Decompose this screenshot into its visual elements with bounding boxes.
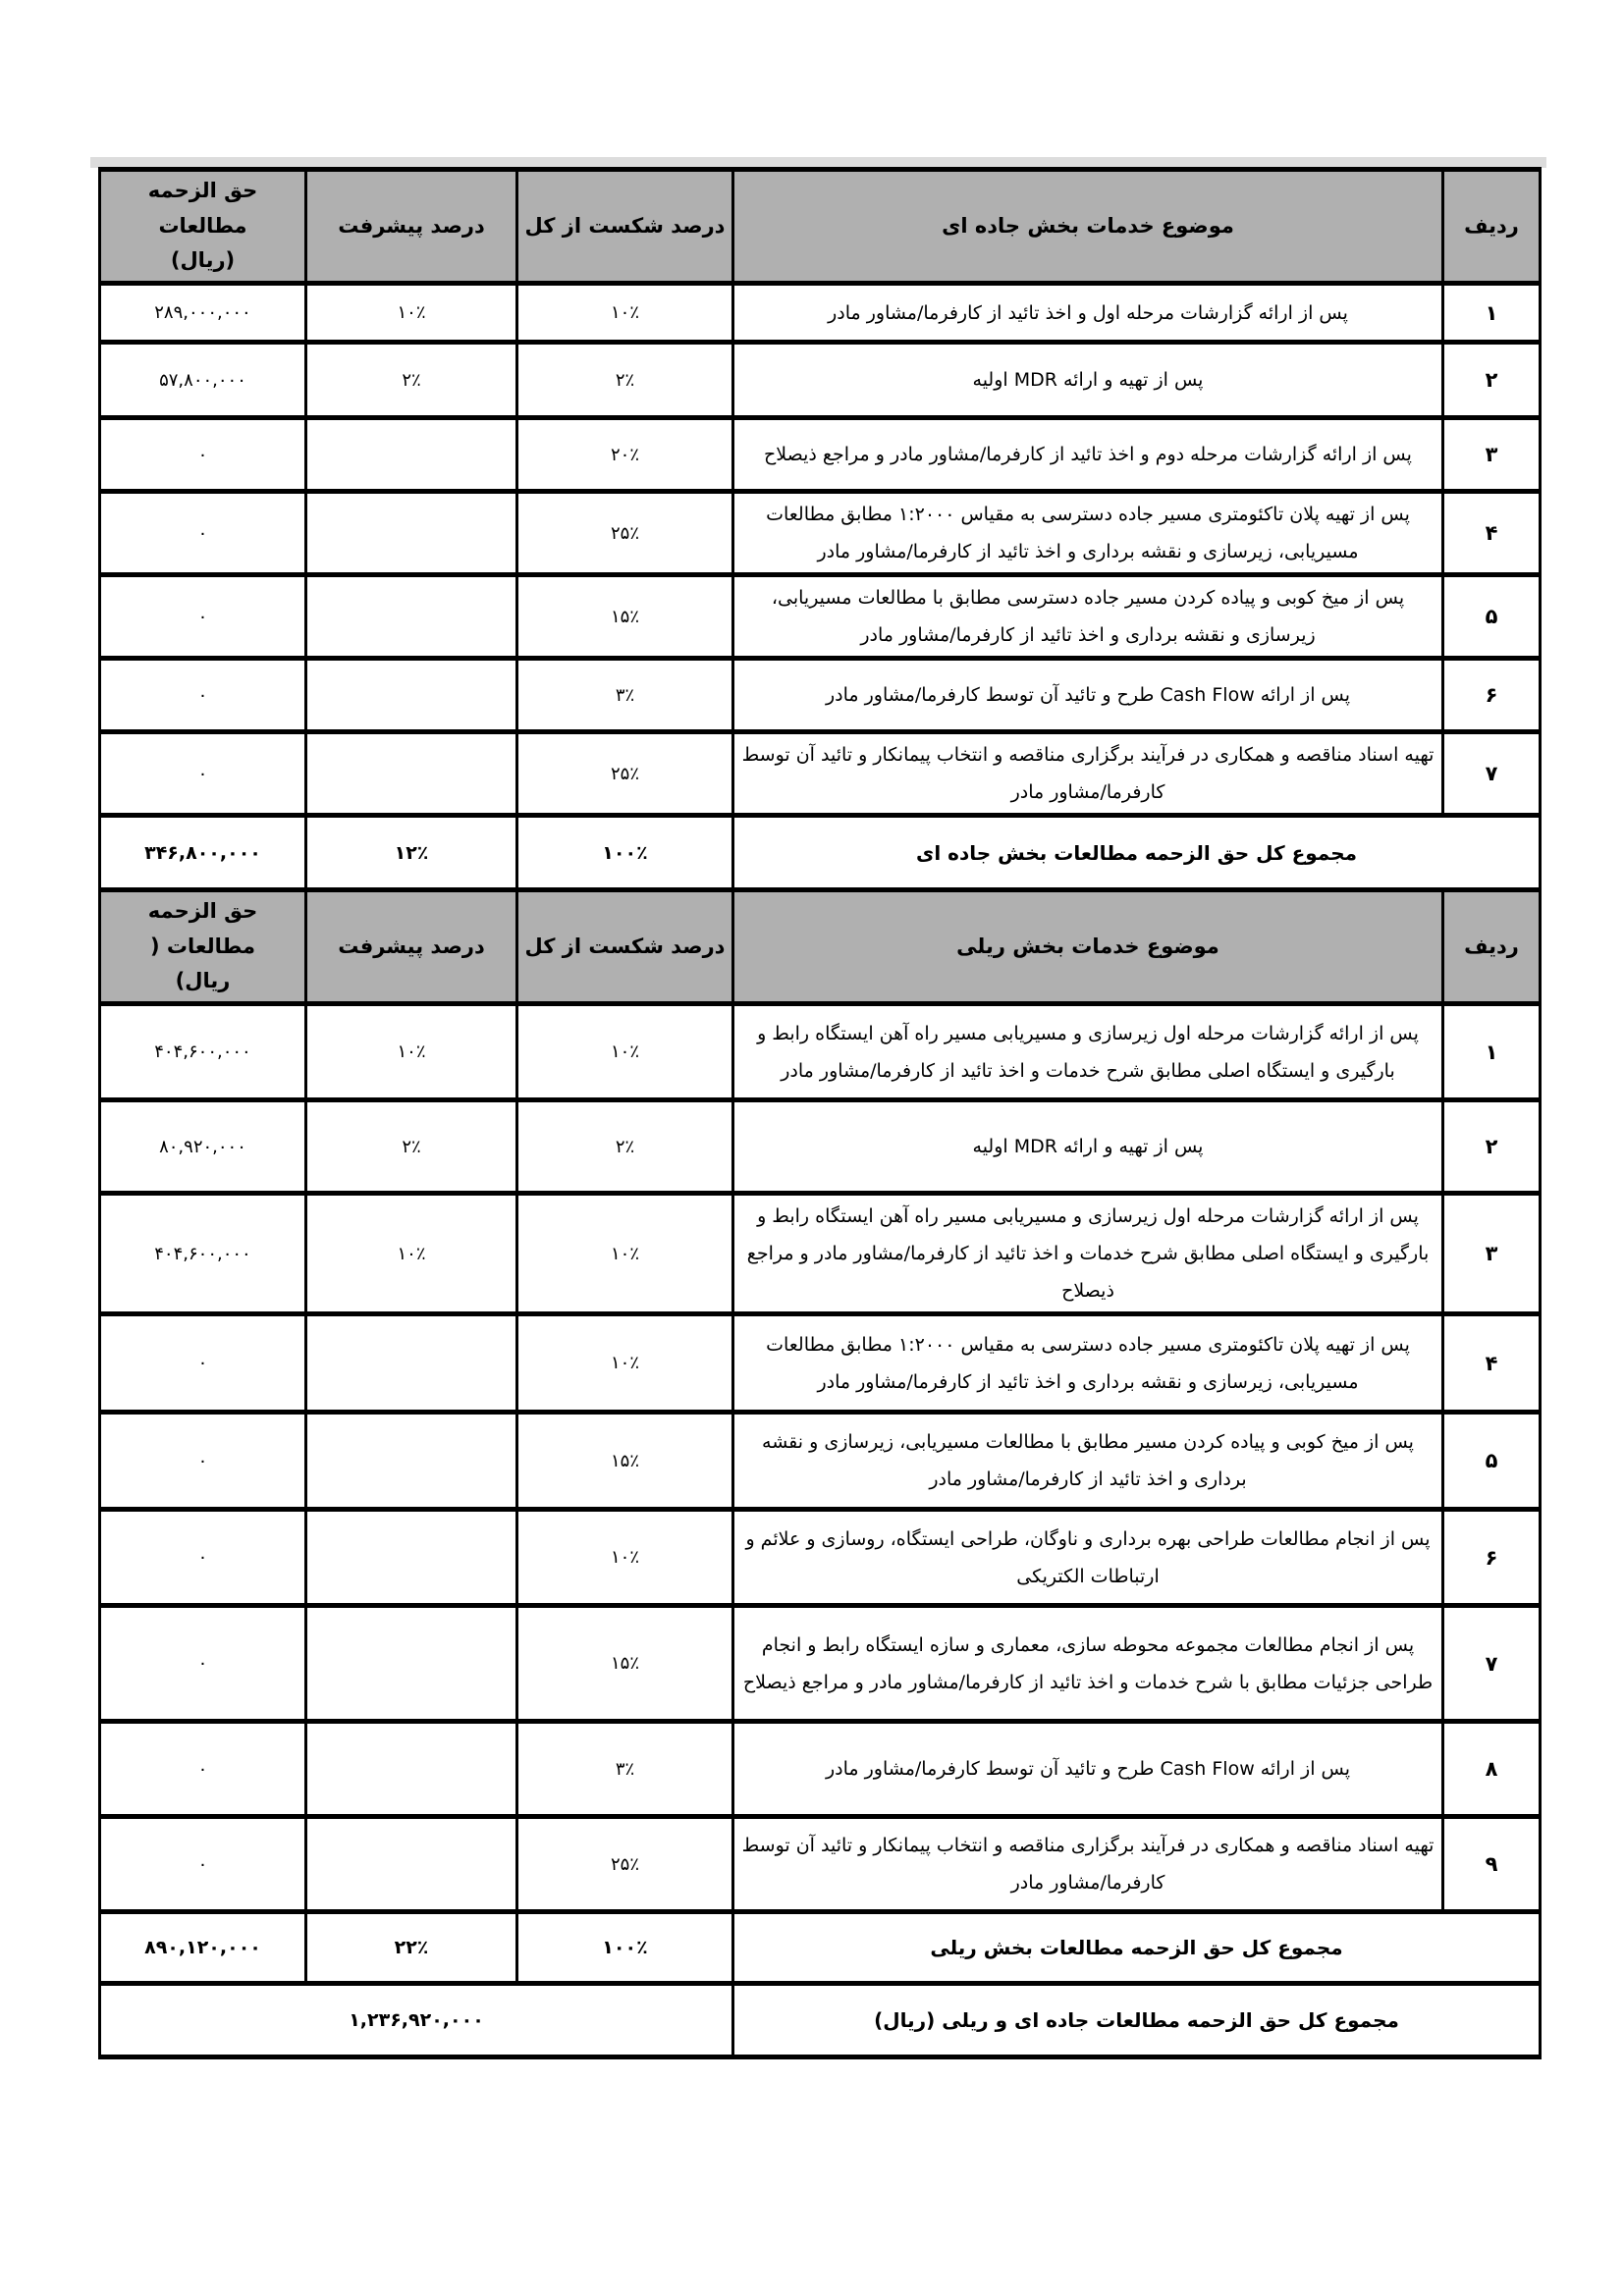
- progress-percent-cell: [306, 732, 517, 816]
- fee-cell: ۲۸۹,۰۰۰,۰۰۰: [100, 284, 306, 343]
- row-number-cell: ۹: [1443, 1817, 1541, 1912]
- subject-cell: پس از انجام مطالعات مجموعه محوطه سازی، معماری و سازه ایستگاه رابط و انجام طراحی جزئیات مطابق با شرح خدمات و اخذ تائید از کارفرما/مشاور مادر و مراجع ذیصلاح: [733, 1606, 1443, 1722]
- progress-percent-cell: ۱۰٪: [306, 284, 517, 343]
- road-row-3: [100, 418, 1541, 492]
- progress-percent-cell: [306, 1510, 517, 1606]
- rail-row-1: [100, 1004, 1541, 1100]
- rail-total-label: مجموع کل حق الزحمه مطالعات بخش ریلی: [733, 1912, 1541, 1984]
- row-number-cell: ۶: [1443, 659, 1541, 732]
- rail-header-subject: موضوع خدمات بخش ریلی: [733, 890, 1443, 1004]
- road-header-radif: ردیف: [1443, 170, 1541, 284]
- fee-schedule-table: [98, 167, 1542, 2059]
- subject-cell: پس از ارائه گزارشات مرحله اول زیرسازی و مسیریابی مسیر راه آهن ایستگاه رابط و بارگیری و ایستگاه اصلی مطابق شرح خدمات و اخذ تائید از کارفرما/مشاور مادر: [733, 1004, 1443, 1100]
- road-row-4: [100, 492, 1541, 575]
- rail-total-row: [100, 1912, 1541, 1984]
- row-number-cell: ۵: [1443, 575, 1541, 659]
- rail-row-4: [100, 1314, 1541, 1413]
- row-number-cell: ۷: [1443, 1606, 1541, 1722]
- rail-header-breakdown: درصد شکست از کل: [517, 890, 733, 1004]
- fee-cell: ۵۷,۸۰۰,۰۰۰: [100, 343, 306, 418]
- fee-cell: ۰: [100, 732, 306, 816]
- breakdown-percent-cell: ۲٪: [517, 1100, 733, 1194]
- fee-cell: ۴۰۴,۶۰۰,۰۰۰: [100, 1004, 306, 1100]
- subject-cell: پس از تهیه و ارائه MDR اولیه: [733, 343, 1443, 418]
- progress-percent-cell: [306, 492, 517, 575]
- road-header-row: [100, 170, 1541, 284]
- progress-percent-cell: ۲٪: [306, 1100, 517, 1194]
- breakdown-percent-cell: ۱۵٪: [517, 1413, 733, 1510]
- fee-cell: ۸۰,۹۲۰,۰۰۰: [100, 1100, 306, 1194]
- rail-row-3: [100, 1194, 1541, 1314]
- road-header-fee-line1: حق الزحمه مطالعات: [147, 179, 258, 238]
- road-row-6: [100, 659, 1541, 732]
- subject-cell: پس از ارائه گزارشات مرحله دوم و اخذ تائید از کارفرما/مشاور مادر و مراجع ذیصلاح: [733, 418, 1443, 492]
- row-number-cell: ۵: [1443, 1413, 1541, 1510]
- progress-percent-cell: ۱۰٪: [306, 1004, 517, 1100]
- road-row-2: [100, 343, 1541, 418]
- fee-cell: ۰: [100, 1817, 306, 1912]
- row-number-cell: ۸: [1443, 1722, 1541, 1817]
- rail-row-9: [100, 1817, 1541, 1912]
- row-number-cell: ۳: [1443, 418, 1541, 492]
- fee-cell: ۴۰۴,۶۰۰,۰۰۰: [100, 1194, 306, 1314]
- breakdown-percent-cell: ۲٪: [517, 343, 733, 418]
- fee-cell: ۰: [100, 1314, 306, 1413]
- row-number-cell: ۴: [1443, 492, 1541, 575]
- progress-percent-cell: ۱۰٪: [306, 1194, 517, 1314]
- subject-cell: پس از ارائه Cash Flow طرح و تائید آن توسط کارفرما/مشاور مادر: [733, 659, 1443, 732]
- subject-cell: پس از ارائه گزارشات مرحله اول زیرسازی و مسیریابی مسیر راه آهن ایستگاه رابط و بارگیری و ایستگاه اصلی مطابق شرح خدمات و اخذ تائید از کارفرما/مشاور مادر و مراجع ذیصلاح: [733, 1194, 1443, 1314]
- row-number-cell: ۴: [1443, 1314, 1541, 1413]
- fee-cell: ۰: [100, 1606, 306, 1722]
- subject-cell: پس از تهیه پلان تاکئومتری مسیر جاده دسترسی به مقیاس ۱:۲۰۰۰ مطابق مطالعات مسیریابی، زیرسازی و نقشه برداری و اخذ تائید از کارفرما/مشاور مادر: [733, 492, 1443, 575]
- rail-header-fee: [100, 890, 306, 1004]
- grand-total-label: مجموع کل حق الزحمه مطالعات جاده ای و ریلی (ریال): [733, 1984, 1541, 2057]
- rail-header-fee-line1: حق الزحمه مطالعات (: [147, 899, 258, 958]
- breakdown-percent-cell: ۱۵٪: [517, 575, 733, 659]
- breakdown-percent-cell: ۱۰٪: [517, 1510, 733, 1606]
- rail-total-fee: ۸۹۰,۱۲۰,۰۰۰: [100, 1912, 306, 1984]
- road-header-fee: [100, 170, 306, 284]
- progress-percent-cell: ۲٪: [306, 343, 517, 418]
- rail-header-radif: ردیف: [1443, 890, 1541, 1004]
- fee-cell: ۰: [100, 1722, 306, 1817]
- row-number-cell: ۲: [1443, 1100, 1541, 1194]
- progress-percent-cell: [306, 1722, 517, 1817]
- row-number-cell: ۳: [1443, 1194, 1541, 1314]
- breakdown-percent-cell: ۲۵٪: [517, 492, 733, 575]
- subject-cell: پس از انجام مطالعات طراحی بهره برداری و ناوگان، طراحی ایستگاه، روسازی و علائم و ارتباطات الکتریکی: [733, 1510, 1443, 1606]
- rail-total-breakdown: ۱۰۰٪: [517, 1912, 733, 1984]
- breakdown-percent-cell: ۱۰٪: [517, 1194, 733, 1314]
- road-row-1: [100, 284, 1541, 343]
- road-header-breakdown: درصد شکست از کل: [517, 170, 733, 284]
- subject-cell: پس از تهیه و ارائه MDR اولیه: [733, 1100, 1443, 1194]
- grand-total-value: ۱,۲۳۶,۹۲۰,۰۰۰: [100, 1984, 733, 2057]
- road-total-label: مجموع کل حق الزحمه مطالعات بخش جاده ای: [733, 816, 1541, 890]
- rail-row-6: [100, 1510, 1541, 1606]
- rail-row-2: [100, 1100, 1541, 1194]
- rail-header-row: [100, 890, 1541, 1004]
- subject-cell: پس از ارائه Cash Flow طرح و تائید آن توسط کارفرما/مشاور مادر: [733, 1722, 1443, 1817]
- row-number-cell: ۱: [1443, 284, 1541, 343]
- subject-cell: تهیه اسناد مناقصه و همکاری در فرآیند برگزاری مناقصه و انتخاب پیمانکار و تائید آن توسط کارفرما/مشاور مادر: [733, 732, 1443, 816]
- road-row-5: [100, 575, 1541, 659]
- rail-row-5: [100, 1413, 1541, 1510]
- rail-row-8: [100, 1722, 1541, 1817]
- subject-cell: پس از میخ کوبی و پیاده کردن مسیر مطابق با مطالعات مسیریابی، زیرسازی و نقشه برداری و اخذ تائید از کارفرما/مشاور مادر: [733, 1413, 1443, 1510]
- road-row-7: [100, 732, 1541, 816]
- breakdown-percent-cell: ۲۵٪: [517, 1817, 733, 1912]
- progress-percent-cell: [306, 1413, 517, 1510]
- breakdown-percent-cell: ۱۰٪: [517, 1004, 733, 1100]
- subject-cell: پس از تهیه پلان تاکئومتری مسیر جاده دسترسی به مقیاس ۱:۲۰۰۰ مطابق مطالعات مسیریابی، زیرسازی و نقشه برداری و اخذ تائید از کارفرما/مشاور مادر: [733, 1314, 1443, 1413]
- progress-percent-cell: [306, 1606, 517, 1722]
- road-total-progress: ۱۲٪: [306, 816, 517, 890]
- fee-cell: ۰: [100, 575, 306, 659]
- road-header-subject: موضوع خدمات بخش جاده ای: [733, 170, 1443, 284]
- rail-total-progress: ۲۲٪: [306, 1912, 517, 1984]
- fee-cell: ۰: [100, 1510, 306, 1606]
- progress-percent-cell: [306, 659, 517, 732]
- row-number-cell: ۲: [1443, 343, 1541, 418]
- breakdown-percent-cell: ۳٪: [517, 659, 733, 732]
- breakdown-percent-cell: ۱۰٪: [517, 1314, 733, 1413]
- rail-header-progress: درصد پیشرفت: [306, 890, 517, 1004]
- grand-total-row: [100, 1984, 1541, 2057]
- row-number-cell: ۶: [1443, 1510, 1541, 1606]
- progress-percent-cell: [306, 418, 517, 492]
- progress-percent-cell: [306, 1314, 517, 1413]
- progress-percent-cell: [306, 575, 517, 659]
- breakdown-percent-cell: ۱۵٪: [517, 1606, 733, 1722]
- road-header-progress: درصد پیشرفت: [306, 170, 517, 284]
- row-number-cell: ۷: [1443, 732, 1541, 816]
- fee-cell: ۰: [100, 418, 306, 492]
- road-header-fee-line2: (ریال): [170, 248, 236, 273]
- breakdown-percent-cell: ۲۵٪: [517, 732, 733, 816]
- breakdown-percent-cell: ۲۰٪: [517, 418, 733, 492]
- road-total-row: [100, 816, 1541, 890]
- rail-row-7: [100, 1606, 1541, 1722]
- fee-cell: ۰: [100, 492, 306, 575]
- rail-header-fee-line2: ریال): [175, 969, 231, 993]
- fee-cell: ۰: [100, 1413, 306, 1510]
- subject-cell: پس از میخ کوبی و پیاده کردن مسیر جاده دسترسی مطابق با مطالعات مسیریابی، زیرسازی و نقشه برداری و اخذ تائید از کارفرما/مشاور مادر: [733, 575, 1443, 659]
- row-number-cell: ۱: [1443, 1004, 1541, 1100]
- fee-cell: ۰: [100, 659, 306, 732]
- road-total-fee: ۳۴۶,۸۰۰,۰۰۰: [100, 816, 306, 890]
- breakdown-percent-cell: ۱۰٪: [517, 284, 733, 343]
- subject-cell: پس از ارائه گزارشات مرحله اول و اخذ تائید از کارفرما/مشاور مادر: [733, 284, 1443, 343]
- breakdown-percent-cell: ۳٪: [517, 1722, 733, 1817]
- progress-percent-cell: [306, 1817, 517, 1912]
- subject-cell: تهیه اسناد مناقصه و همکاری در فرآیند برگزاری مناقصه و انتخاب پیمانکار و تائید آن توسط کارفرما/مشاور مادر: [733, 1817, 1443, 1912]
- road-total-breakdown: ۱۰۰٪: [517, 816, 733, 890]
